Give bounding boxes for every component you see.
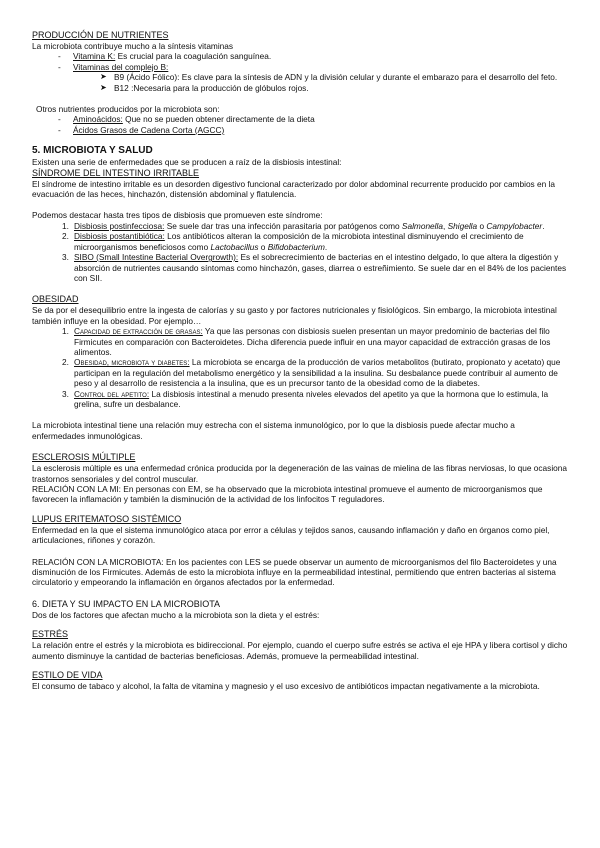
lupus-relacion: RELACIÓN CON LA MICROBIOTA: En los pacientes con LES se puede observar un aumento de microorganismos del filo Bacteroidetes y una disminución de los Firmicutes. Además de esto la microbiota influye en la permeabilidad intestinal, permitiendo que entren bacterias al sistema circulatorio y empeorando la inflamación en órganos afectados por la enfermedad. (32, 556, 557, 588)
b9-text: B9 (Ácido Fólico): Es clave para la síntesis de ADN y la división celular y durante el embarazo para el desarrollo del feto. (114, 72, 558, 83)
bullet-vitamina-k (32, 51, 568, 61)
bullet-aminoacidos (32, 114, 568, 124)
inmuno-text: La microbiota intestinal tiene una relación muy estrecha con el sistema inmunológico, por lo que la disbiosis puede afectar mucho a enfermedades inmunológicas. (32, 420, 515, 441)
heading-esclerosis: ESCLEROSIS MÚLTIPLE (32, 452, 136, 463)
heading-lupus: LUPUS ERITEMATOSO SISTÉMICO (32, 513, 182, 524)
arrow-item-b9 (32, 72, 568, 82)
esclerosis-relacion: RELACIÓN CON LA MI: En personas con EM, se ha observado que la microbiota intestinal promueve el aumento de microorganismos que favorecen la inflamación y también la disminución de la actividad de los linfocitos T reguladores. (32, 484, 543, 505)
sii-text: El síndrome de intestino irritable es un desorden digestivo funcional caracterizado por dolor abdominal recurrente producido por cambios en la evacuación de las heces, hinchazón, distensión abdominal y flatulencia. (32, 178, 555, 200)
heading-estres: ESTRÉS (32, 629, 69, 640)
list-item: 2. Obesidad, microbiota y diabetes: La microbiota se encarga de la producción de varios metabolitos (butirato, propionato y acetato) que participan en la regulación del metabolismo energético y la sensibilidad a la insulina. Su desbalance puede contribuir al aumento de peso y al desarrollo de resistencia a la insulina, que es un precursor tanto de la obesidad como de la diabetes. (62, 357, 561, 389)
heading-microbiota-salud: 5. MICROBIOTA Y SALUD (32, 145, 153, 157)
heading-dieta: 6. DIETA Y SU IMPACTO EN LA MICROBIOTA (32, 598, 221, 609)
heading-nutrientes: PRODUCCIÓN DE NUTRIENTES (32, 30, 169, 40)
vitk-text: Es crucial para la coagulación sanguínea. (115, 51, 272, 62)
vitk-label: Vitamina K: (73, 51, 116, 62)
esclerosis-text: La esclerosis múltiple es una enfermedad crónica producida por la degeneración de las vainas de mielina de las fibras nerviosas, lo que ocasiona trastornos sensoriales y del control muscular. (32, 463, 568, 484)
list-item: 3. Control del apetito: La disbiosis intestinal a menudo presenta niveles elevados del apetito ya que la hormona que lo estimula, la grelina, sufre un desbalance. (62, 388, 549, 409)
tipos-list (32, 221, 568, 283)
obesidad-intro: Se da por el desequilibrio entre la ingesta de calorías y su gasto y por factores nutricionales y fisiológicos. Sin embargo, la microbiota intestinal también influye en la obesidad. Por ejemplo… (32, 305, 557, 326)
vitb-label: Vitaminas del complejo B: (73, 61, 169, 72)
aa-label: Aminoácidos: (73, 114, 123, 125)
estres-text: La relación entre el estrés y la microbiota es bidireccional. Por ejemplo, cuando el cuerpo sufre estrés se activa el eje HPA y libera cortisol y dicho aumento disminuye la cantidad de bacterias beneficiosas. Además, promueve la permeabilidad intestinal. (32, 640, 568, 661)
list-item: 3. SIBO (Small Intestine Bacterial Overgrowth): Es el sobrecrecimiento de bacterias en el intestino delgado, lo que altera la digestión y absorción de nutrientes causando síntomas como hinchazón, gases, diarrea o estreñimiento. Se suele dar en el 84% de los pacientes con SII. (62, 252, 567, 283)
b12-text: B12 :Necesaria para la producción de glóbulos rojos. (114, 82, 309, 93)
arrow-item-b12 (32, 83, 568, 93)
dieta-intro: Dos de los factores que afectan mucho a la microbiota son la dieta y el estrés: (32, 609, 320, 620)
bullet-vitamina-b (32, 62, 568, 72)
lupus-text: Enfermedad en la que el sistema inmunológico ataca por error a células y tejidos sanos, causando inflamación y daño en órganos como piel, articulaciones, riñones y corazón. (32, 524, 550, 546)
arrow-bullet-icon: ➤ (100, 72, 107, 82)
bullet-agcc (32, 125, 568, 135)
heading-sii: SÍNDROME DEL INTESTINO IRRITABLE (32, 167, 200, 178)
tipos-intro: Podemos destacar hasta tres tipos de disbiosis que promueven este síndrome: (32, 210, 323, 221)
heading-obesidad: OBESIDAD (32, 294, 79, 305)
list-item: 2. Disbiosis postantibiótica: Los antibióticos alteran la composición de la microbiota intestinal disminuyendo el crecimiento de microorganismos beneficiosos como Lactobacillus o Bifidobacterium. (62, 231, 524, 252)
list-item: 1. Disbiosis postinfecciosa: Se suele dar tras una infección parasitaria por patógenos como Salmonella, Shigella o Campylobacter. (62, 220, 545, 231)
otros-intro: Otros nutrientes producidos por la microbiota son: (36, 104, 220, 115)
estilo-vida-text: El consumo de tabaco y alcohol, la falta de vitamina y magnesio y el uso excesivo de antibióticos impactan negativamente a la microbiota. (32, 681, 540, 692)
nutrientes-intro: La microbiota contribuye mucho a la síntesis vitaminas (32, 41, 234, 51)
salud-intro: Existen una serie de enfermedades que se producen a raíz de la disbiosis intestinal: (32, 157, 342, 168)
arrow-bullet-icon: ➤ (100, 82, 107, 92)
aa-text: Que no se pueden obtener directamente de la dieta (122, 114, 315, 125)
heading-estilo-vida: ESTILO DE VIDA (32, 670, 103, 681)
agcc-label: Ácidos Grasos de Cadena Corta (AGCC) (73, 124, 225, 135)
obesidad-list (32, 326, 568, 409)
list-item: 1. Capacidad de extracción de grasas: Ya que las personas con disbiosis suelen presentan un mayor predominio de bacterias del filo Firmicutes en comparación con Bacteroidetes. Dicha diferencia puede influir en una mayor capacidad de extracción grasas de los alimentos. (62, 326, 551, 357)
